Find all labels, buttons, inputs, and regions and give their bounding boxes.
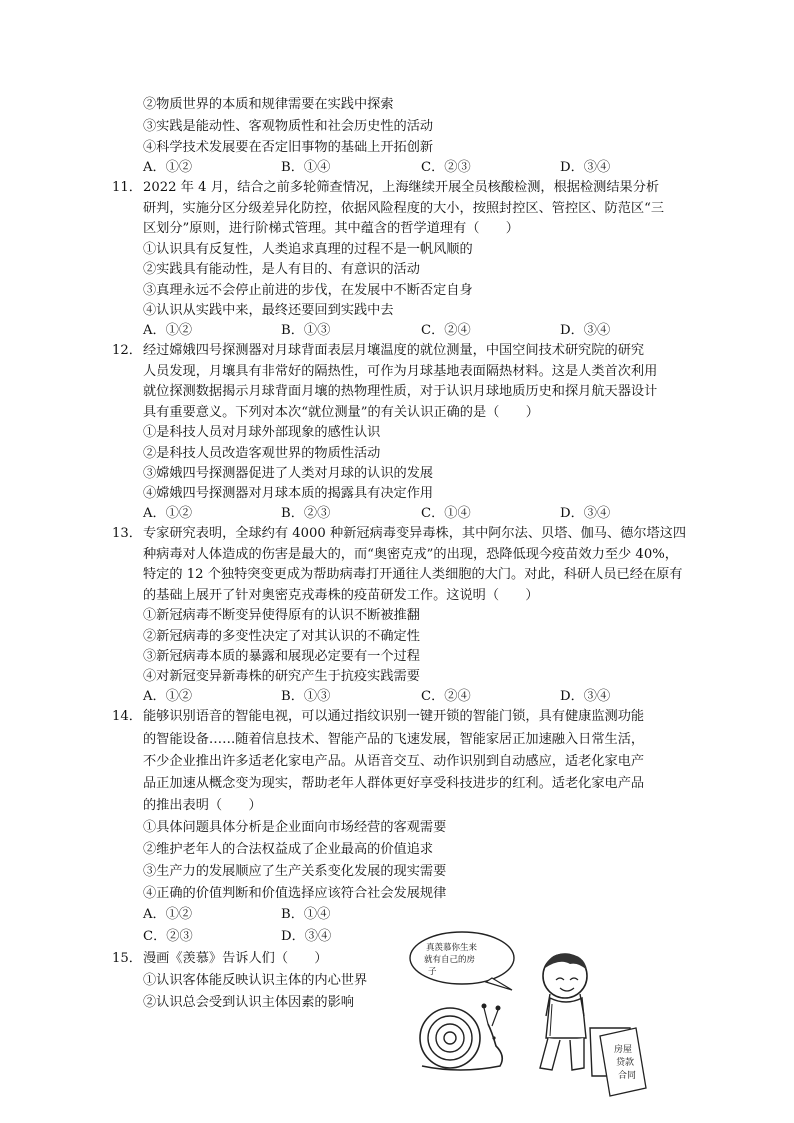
prev-statement-3: ③实践是能动性、客观物质性和社会历史性的活动 <box>143 119 434 134</box>
question-13-stem-3: 特定的 12 个独特突变更成为帮助病毒打开通往人类细胞的大门。对此，科研人员已经在原有 <box>143 567 683 582</box>
question-11-statement-2: ②实践具有能动性，是人有目的、有意识的活动 <box>143 262 420 277</box>
question-13-stem-2: 种病毒对人体造成的伤害是最大的，而“奥密克戎”的出现，恐降低现今疫苗效力至少 40%， <box>143 547 678 562</box>
question-13-option-b: B．①③ <box>281 689 331 704</box>
speech-bubble <box>410 932 514 990</box>
question-12-option-b: B．②③ <box>281 506 331 521</box>
cartoon-illustration <box>400 928 660 1098</box>
question-14-option-a: A．①② <box>143 907 193 922</box>
question-12-stem-2: 人员发现，月壤具有非常好的隔热性，可作为月球基地表面隔热材料。这是人类首次利用 <box>143 364 658 379</box>
question-14-stem-1: 能够识别语音的智能电视，可以通过指纹识别一键开锁的智能门锁，具有健康监测功能 <box>143 709 645 724</box>
prev-option-d: D．③④ <box>560 160 611 175</box>
question-13-statement-2: ②新冠病毒的多变性决定了对其认识的不确定性 <box>143 629 420 644</box>
question-14-number: 14． <box>112 709 142 724</box>
question-13-option-c: C．②④ <box>421 689 471 704</box>
question-12-stem-1: 经过嫦娥四号探测器对月球背面表层月壤温度的就位测量，中国空间技术研究院的研究 <box>143 343 645 358</box>
question-12-option-a: A．①② <box>143 506 193 521</box>
prev-statement-4: ④科学技术发展要在否定旧事物的基础上开拓创新 <box>143 140 434 155</box>
question-12-statement-2: ②是科技人员改造客观世界的物质性活动 <box>143 446 381 461</box>
question-14-stem-4: 品正加速从概念变为现实，帮助老年人群体更好享受科技进步的红利。适老化家电产品 <box>143 776 645 791</box>
question-11-option-c: C．②④ <box>421 323 471 338</box>
question-14-stem-2: 的智能设备……随着信息技术、智能产品的飞速发展，智能家居正加速融入日常生活， <box>143 732 645 747</box>
question-12-statement-1: ①是科技人员对月球外部现象的感性认识 <box>143 425 381 440</box>
question-14-stem-3: 不少企业推出许多适老化家电产品。从语音交互、动作识别到自动感应，适老化家电产 <box>143 754 645 769</box>
question-12-statement-4: ④嫦娥四号探测器对月球本质的揭露具有决定作用 <box>143 486 434 501</box>
question-15-statement-2: ②认识总会受到认识主体因素的影响 <box>143 995 354 1010</box>
question-11-stem-1: 2022 年 4 月，结合之前多轮筛查情况，上海继续开展全员核酸检测，根据检测结果分析 <box>143 180 660 195</box>
envy-cartoon <box>400 928 660 1098</box>
question-13-statement-3: ③新冠病毒本质的暴露和展现必定要有一个过程 <box>143 649 420 664</box>
question-14-stem-5: 的推出表明（ ） <box>143 798 262 813</box>
bubble-line-3: 子 <box>428 967 437 977</box>
question-15-stem-1: 漫画《羡慕》告诉人们（ ） <box>143 951 328 966</box>
question-12-statement-3: ③嫦娥四号探测器促进了人类对月球的认识的发展 <box>143 466 434 481</box>
question-13-stem-1: 专家研究表明，全球约有 4000 种新冠病毒变异毒株，其中阿尔法、贝塔、伽马、德尔塔这四 <box>143 526 687 541</box>
sign-line-1: 房屋 <box>614 1045 633 1055</box>
sign-line-2: 贷款 <box>616 1058 635 1068</box>
question-14-statement-4: ④正确的价值判断和价值选择应该符合社会发展规律 <box>143 886 447 901</box>
question-11-option-a: A．①② <box>143 323 193 338</box>
bubble-line-2: 就有自己的房 <box>424 955 476 965</box>
question-11-stem-2: 研判，实施分区分级差异化防控，依据风险程度的大小，按照封控区、管控区、防范区“三 <box>143 201 665 216</box>
question-11-option-d: D．③④ <box>560 323 611 338</box>
question-12-option-c: C．①④ <box>421 506 471 521</box>
question-11-stem-3: 区划分”原则，进行阶梯式管理。其中蕴含的哲学道理有（ ） <box>143 221 519 236</box>
bubble-line-1: 真羡慕你生来 <box>426 943 478 953</box>
question-15-number: 15． <box>112 951 142 966</box>
prev-option-b: B．①④ <box>281 160 331 175</box>
question-13-stem-4: 的基础上展开了针对奥密克戎毒株的疫苗研发工作。这说明（ ） <box>143 588 539 603</box>
question-11-statement-1: ①认识具有反复性，人类追求真理的过程不是一帆风顺的 <box>143 242 473 257</box>
question-14-statement-2: ②维护老年人的合法权益成了企业最高的价值追求 <box>143 842 434 857</box>
question-12-stem-4: 具有重要意义。下列对本次“就位测量”的有关认识正确的是（ ） <box>143 405 539 420</box>
question-13-statement-4: ④对新冠变异新毒株的研究产生于抗疫实践需要 <box>143 669 420 684</box>
prev-option-a: A．①② <box>143 160 193 175</box>
loan-contract-sign <box>600 1028 646 1096</box>
question-11-statement-4: ④认识从实践中来，最终还要回到实践中去 <box>143 303 394 318</box>
prev-statement-2: ②物质世界的本质和规律需要在实践中探索 <box>143 97 394 112</box>
question-14-statement-3: ③生产力的发展顺应了生产关系变化发展的现实需要 <box>143 864 447 879</box>
question-14-statement-1: ①具体问题具体分析是企业面向市场经营的客观需要 <box>143 820 447 835</box>
question-13-option-a: A．①② <box>143 689 193 704</box>
question-11-option-b: B．①③ <box>281 323 331 338</box>
question-14-option-c: C．②③ <box>143 929 193 944</box>
question-13-statement-1: ①新冠病毒不断变异使得原有的认识不断被推翻 <box>143 608 420 623</box>
question-15-statement-1: ①认识客体能反映认识主体的内心世界 <box>143 973 368 988</box>
question-14-option-d: D．③④ <box>281 929 332 944</box>
prev-option-c: C．②③ <box>421 160 471 175</box>
question-14-option-b: B．①④ <box>281 907 331 922</box>
question-12-stem-3: 就位探测数据揭示月球背面月壤的热物理性质，对于认识月球地质历史和探月航天器设计 <box>143 384 658 399</box>
snail-figure <box>420 1004 502 1071</box>
question-12-number: 12． <box>112 343 142 358</box>
sign-line-3: 合同 <box>618 1071 637 1081</box>
question-13-option-d: D．③④ <box>560 689 611 704</box>
question-13-number: 13． <box>112 526 142 541</box>
question-11-number: 11． <box>112 180 142 195</box>
question-11-statement-3: ③真理永远不会停止前进的步伐，在发展中不断否定自身 <box>143 283 473 298</box>
question-12-option-d: D．③④ <box>560 506 611 521</box>
